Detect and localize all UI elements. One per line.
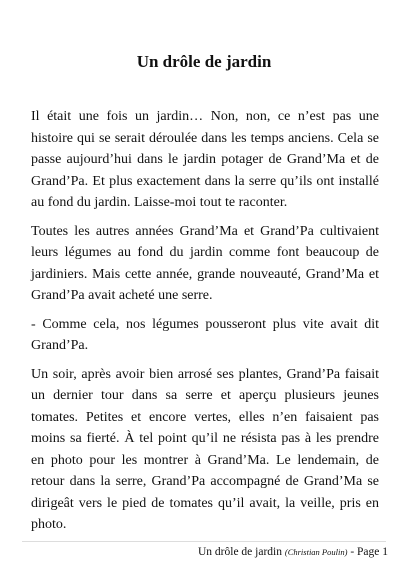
page-footer xyxy=(198,545,388,559)
paragraph-1: Il était une fois un jardin… Non, non, ce n’est pas une histoire qui se serait déroulée dans les temps anciens. Cela se passe aujourd’hui dans le jardin potager de Grand’Ma et de Grand’Pa. Et plus exactement dans la serre qu’ils ont installé au fond du jardin. Laisse-moi tout te raconter. xyxy=(31,109,379,210)
paragraph-2: Toutes les autres années Grand’Ma et Grand’Pa cultivaient leurs légumes au fond du jardin comme font beaucoup de jardiniers. Mais cette année, grande nouveauté, Grand’Ma et Grand’Pa avait acheté une serre. xyxy=(31,223,379,303)
footer-divider xyxy=(22,541,386,542)
footer-title: Un drôle de jardin xyxy=(197,546,282,558)
story-body xyxy=(31,106,379,543)
footer-author: (Christian Poulin) xyxy=(284,547,348,557)
footer-page-number: - Page 1 xyxy=(350,546,388,558)
paragraph-3: - Comme cela, nos légumes pousseront plus vite avait dit Grand’Pa. xyxy=(31,316,379,353)
page-title: Un drôle de jardin xyxy=(136,52,272,71)
paragraph-4: Un soir, après avoir bien arrosé ses plantes, Grand’Pa faisait un dernier tour dans sa serre et aperçu plusieurs jeunes tomates. Petites et encore vertes, elles n’en faisaient pas moins sa fierté. À tel point qu’il ne résista pas à les prendre en photo pour les montrer à Grand’Ma. Le lendemain, de retour dans la serre, Grand’Pa accompagné de Grand’Ma se dirigeât vers le pied de tomates qu’il avait, la veille, pris en photo. xyxy=(31,366,379,532)
